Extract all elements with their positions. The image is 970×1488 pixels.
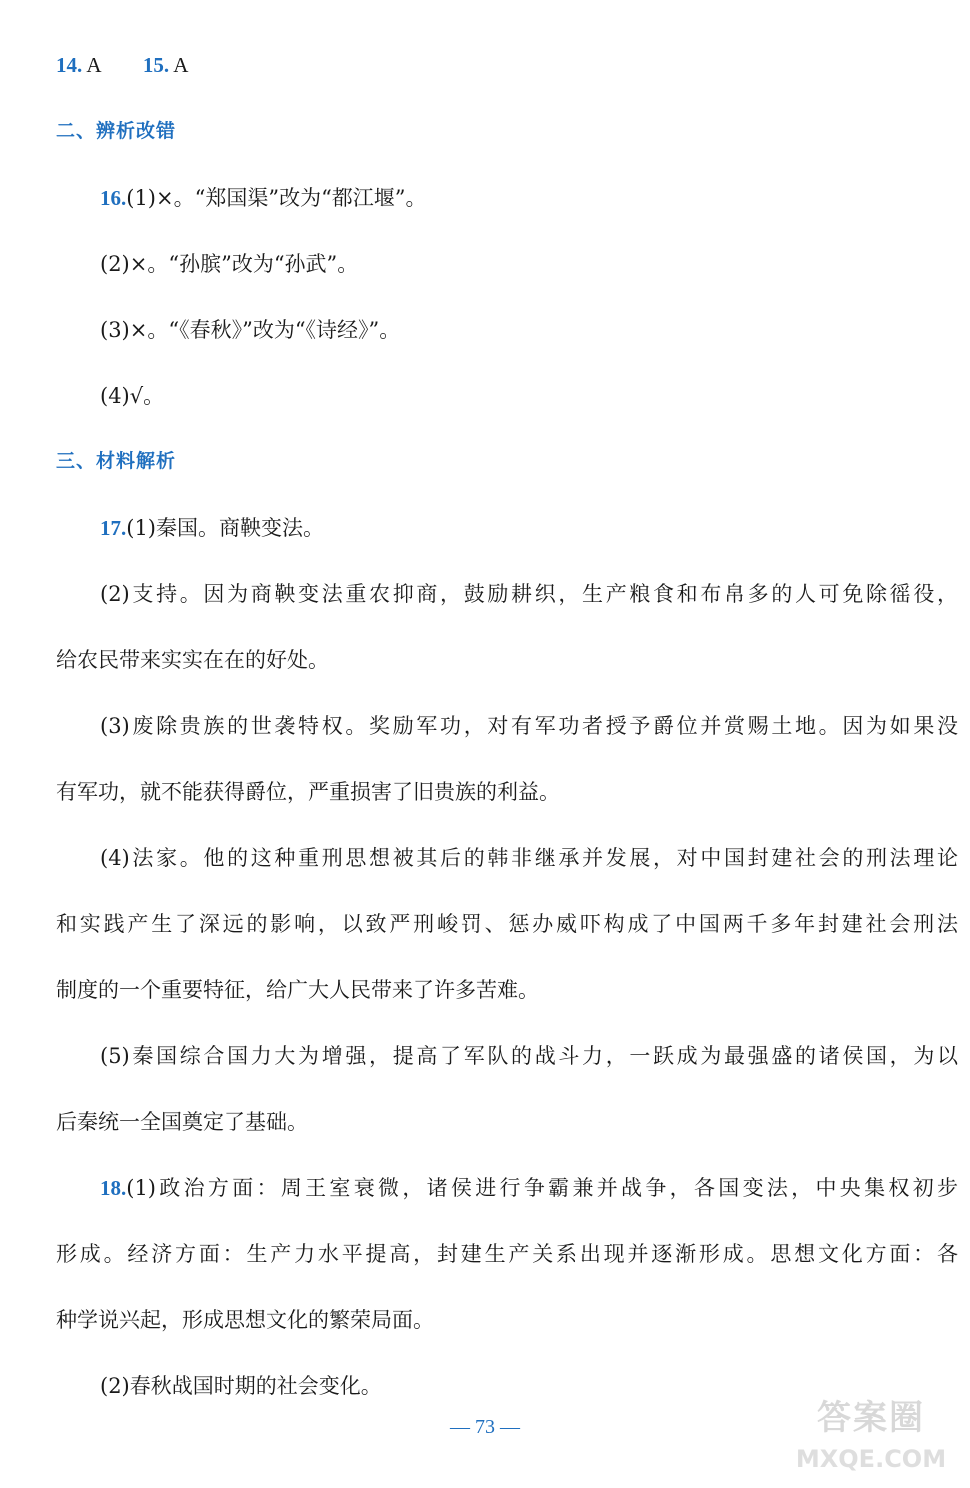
q16-line-2: (2)×。“孙膑”改为“孙武”。 xyxy=(100,252,359,276)
q17-text-1: (1)秦国。商鞅变法。 xyxy=(126,516,324,540)
section-heading-2: 二、辨析改错 xyxy=(56,120,177,142)
q17-line-4a: (4)法家。他的这种重刑思想被其后的韩非继承并发展，对中国封建社会的刑法理论 xyxy=(100,846,958,870)
q18-text-1a: (1)政治方面：周王室衰微，诸侯进行争霸兼并战争，各国变法，中央集权初步 xyxy=(126,1176,958,1200)
q18-line-2: (2)春秋战国时期的社会变化。 xyxy=(100,1374,382,1398)
q17-line-5b: 后秦统一全国奠定了基础。 xyxy=(56,1110,308,1134)
watermark-title: 答案圈 xyxy=(817,1398,925,1438)
q17-line-4c: 制度的一个重要特征，给广大人民带来了许多苦难。 xyxy=(56,978,539,1002)
q16-line-3: (3)×。“《春秋》”改为“《诗经》”。 xyxy=(100,318,401,342)
question-number-16: 16. xyxy=(100,186,127,210)
q17-line-3b: 有军功，就不能获得爵位，严重损害了旧贵族的利益。 xyxy=(56,780,560,804)
section-heading-3: 三、材料解析 xyxy=(56,450,177,472)
q17-line-3a: (3)废除贵族的世袭特权。奖励军功，对有军功者授予爵位并赏赐土地。因为如果没 xyxy=(100,714,958,738)
answer-15: A xyxy=(169,53,189,77)
q18-line-1a xyxy=(100,1173,958,1203)
q16-text-1: (1)×。“郑国渠”改为“都江堰”。 xyxy=(126,186,427,210)
question-number-18: 18. xyxy=(100,1176,127,1200)
q16-line-4: (4)√。 xyxy=(100,384,165,408)
q17-line-5a: (5)秦国综合国力大为增强，提高了军队的战斗力，一跃成为最强盛的诸侯国，为以 xyxy=(100,1044,958,1068)
watermark-logo xyxy=(786,1396,956,1482)
q17-line-2a: (2)支持。因为商鞅变法重农抑商，鼓励耕织，生产粮食和布帛多的人可免除徭役， xyxy=(100,582,958,606)
question-number-15: 15. xyxy=(142,53,170,77)
q17-line-4b: 和实践产生了深远的影响，以致严刑峻罚、惩办威吓构成了中国两千多年封建社会刑法 xyxy=(56,912,958,936)
answer-14: A xyxy=(82,53,102,77)
answer-line-14-15 xyxy=(56,50,958,80)
q18-line-1b: 形成。经济方面：生产力水平提高，封建生产关系出现并逐渐形成。思想文化方面：各 xyxy=(56,1242,958,1266)
page-number: — 73 — xyxy=(450,1416,520,1438)
question-number-14: 14. xyxy=(56,53,83,77)
q17-line-1 xyxy=(100,513,958,543)
q16-line-1 xyxy=(100,183,958,213)
question-number-17: 17. xyxy=(100,516,127,540)
q17-line-2b: 给农民带来实实在在的好处。 xyxy=(56,648,329,672)
watermark-url: MXQE.COM xyxy=(795,1445,947,1473)
q18-line-1c: 种学说兴起，形成思想文化的繁荣局面。 xyxy=(56,1308,434,1332)
